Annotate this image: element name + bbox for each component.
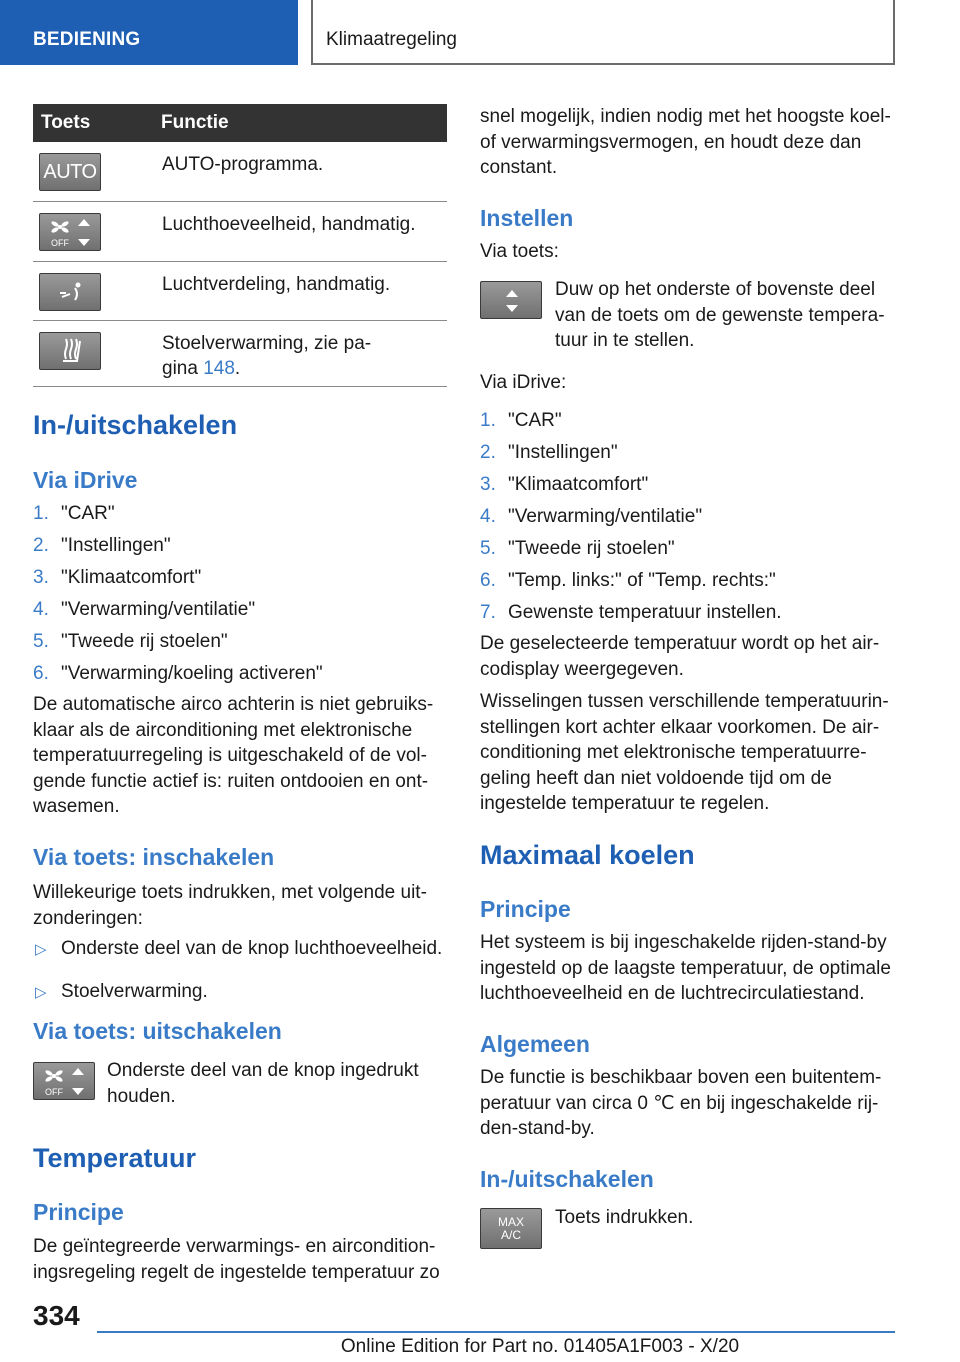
air-distribution-key-icon (39, 273, 101, 311)
seat-heating-text: Stoelverwarming, zie pa- gina (162, 332, 372, 380)
idrive-steps-right (480, 405, 900, 629)
heading-key-off: Via toets: uitschakelen (33, 1018, 282, 1044)
table-cell-function: AUTO-programma. (161, 142, 447, 201)
paragraph-display: De geselecteerde temperatuur wordt op het air- codisplay weergegeven. (480, 633, 880, 680)
list-item: 3. "Klimaatcomfort" (33, 567, 202, 588)
paragraph-key-on: Willekeurige toets indrukken, met volgende uit- zonderingen: (33, 882, 427, 929)
paragraph-temperature: De geïntegreerde verwarmings- en aircondition- ingsregeling regelt de ingestelde temperatuur zo (33, 1236, 440, 1283)
heading-on-off: In-/uitschakelen (33, 410, 238, 440)
footer-divider (97, 1331, 895, 1333)
heading-set: Instellen (480, 205, 574, 231)
max-ac-key-icon: MAX A/C (480, 1208, 542, 1249)
fan-off-key-icon (33, 1062, 95, 1100)
svg-text:OFF: OFF (45, 1087, 63, 1097)
heading-principle-left: Principe (33, 1199, 124, 1225)
list-item: 1. "CAR" (480, 410, 562, 431)
heading-max-cooling: Maximaal koelen (480, 840, 695, 870)
heading-on-off-right: In-/uitschakelen (480, 1166, 654, 1192)
temperature-key-icon (480, 281, 542, 319)
table-cell-function: Stoelverwarming, zie pa- gina 148. (161, 320, 447, 386)
table-cell-function: Luchthoeveelheid, handmatig. (161, 201, 447, 261)
label-via-idrive: Via iDrive: (480, 372, 567, 393)
svg-text:OFF: OFF (51, 237, 69, 248)
paragraph-principle: Het systeem is bij ingeschakelde rijden-stand-by ingesteld op de laagste temperatuur, de optimale luchthoeveelheid en de luchtrecirculatiestand. (480, 932, 891, 1005)
list-item: 4. "Verwarming/ventilatie" (33, 599, 256, 620)
paragraph-temperature-cont: snel mogelijk, indien nodig met het hoogste koel- of verwarmingsvermogen, en houdt deze dan constant. (480, 106, 891, 179)
key-function-table (33, 104, 447, 387)
page-number: 334 (33, 1300, 80, 1331)
table-header-function: Functie (161, 104, 447, 142)
label-via-key: Via toets: (480, 241, 559, 262)
heading-temperature: Temperatuur (33, 1143, 197, 1173)
page-reference-link[interactable]: 148 (203, 358, 235, 380)
heading-via-idrive: Via iDrive (33, 467, 138, 493)
list-item: 3. "Klimaatcomfort" (480, 474, 649, 495)
triangle-bullet-icon: ▷ (35, 941, 47, 958)
list-item: 2. "Instellingen" (33, 535, 171, 556)
heading-principle-right: Principe (480, 896, 571, 922)
table-cell-function: Luchtverdeling, handmatig. (161, 261, 447, 320)
table-row (33, 142, 447, 201)
table-row (33, 201, 447, 261)
auto-key-icon: AUTO (39, 153, 101, 191)
list-item: 6. "Temp. links:" of "Temp. rechts:" (480, 570, 776, 591)
heading-general: Algemeen (480, 1031, 590, 1057)
list-item: 1. "CAR" (33, 503, 115, 524)
list-item: 2. "Instellingen" (480, 442, 618, 463)
paragraph-general: De functie is beschikbaar boven een buitentem- peratuur van circa 0 ℃ en bij ingeschakelde rij- den-stand-by. (480, 1067, 882, 1140)
triangle-bullet-icon: ▷ (35, 983, 47, 1001)
paragraph-key-off: Onderste deel van de knop ingedrukt houden. (107, 1060, 419, 1107)
list-item: 5. "Tweede rij stoelen" (33, 631, 228, 652)
list-item: ▷ Onderste deel van de knop luchthoeveelheid. (33, 936, 453, 962)
seat-heating-key-icon (39, 332, 101, 370)
fan-off-key-icon (39, 213, 101, 251)
paragraph-max-key: Toets indrukken. (555, 1207, 694, 1228)
paragraph-key-set: Duw op het onderste of bovenste deel van de toets om de gewenste tempera- tuur in te stellen. (555, 279, 885, 352)
paragraph-airco-not-ready: De automatische airco achterin is niet gebruiks- klaar als de airconditioning met elektronische temperatuurregeling is uitgeschakeld of de vol- gende functie actief is: ruiten ontdooien en ont- wasemen. (33, 694, 434, 818)
heading-key-on: Via toets: inschakelen (33, 844, 275, 870)
list-item: ▷ Stoelverwarming. (33, 979, 453, 1005)
table-header-key: Toets (33, 104, 161, 142)
list-item: 6. "Verwarming/koeling activeren" (33, 663, 323, 684)
paragraph-changes: Wisselingen tussen verschillende temperatuurin- stellingen kort achter elkaar voorkomen. De air- conditioning met elektronische temperatuurre- geling heeft dan niet voldoende tijd om de ingestelde temperatuur te regelen. (480, 691, 889, 815)
idrive-steps-left (33, 498, 447, 690)
exceptions-list (33, 936, 453, 1021)
header-topic: Klimaatregeling (311, 0, 895, 65)
footer-edition: Online Edition for Part no. 01405A1F003 - X/20 (340, 1336, 740, 1357)
table-row (33, 261, 447, 320)
table-row (33, 320, 447, 386)
list-item: 4. "Verwarming/ventilatie" (480, 506, 703, 527)
list-item: 7. Gewenste temperatuur instellen. (480, 602, 782, 623)
list-item: 5. "Tweede rij stoelen" (480, 538, 675, 559)
header-section: BEDIENING (0, 0, 298, 65)
